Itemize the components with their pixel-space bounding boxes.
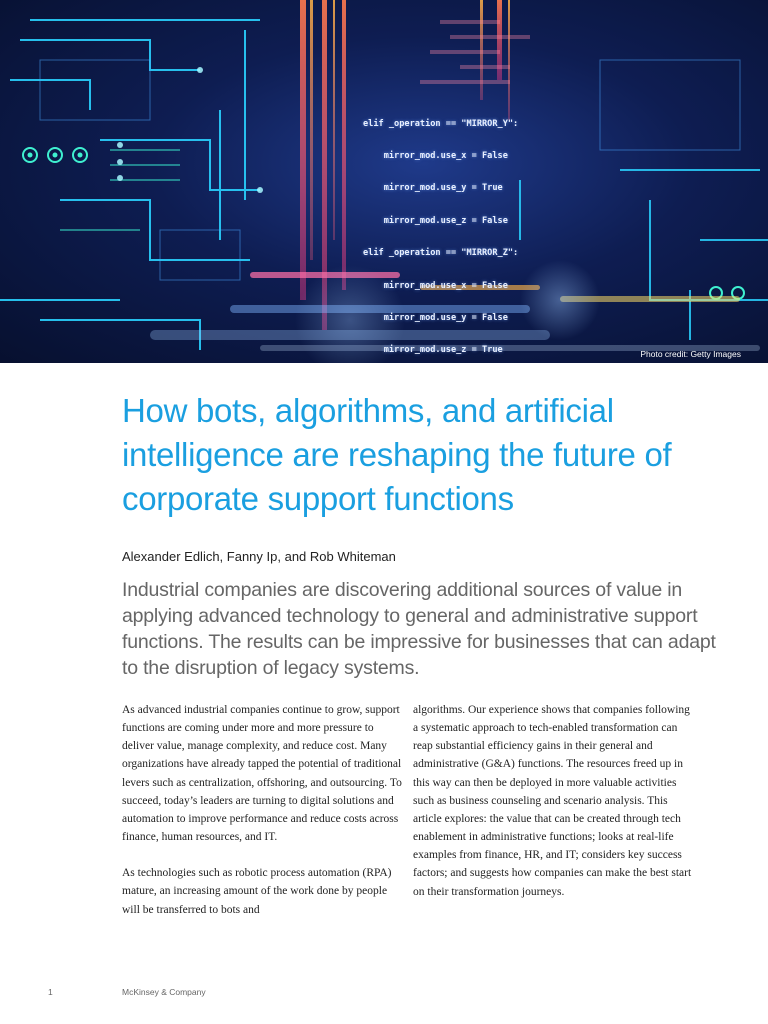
page-number: 1 bbox=[48, 987, 53, 997]
code-line: mirror_mod.use_x = False bbox=[363, 280, 508, 291]
body-column-right bbox=[413, 701, 693, 919]
article-authors: Alexander Edlich, Fanny Ip, and Rob Whiteman bbox=[122, 549, 396, 564]
code-line: elif _operation == "MIRROR_Z": bbox=[363, 248, 519, 259]
article-lead: Industrial companies are discovering additional sources of value in applying advanced technology to general and administrative support functions. The results can be impressive for businesses that can adapt to the disruption of legacy systems. bbox=[122, 579, 716, 679]
code-line: mirror_mod.use_x = False bbox=[363, 150, 508, 161]
hero-image bbox=[0, 0, 768, 363]
code-line: mirror_mod.use_z = True bbox=[363, 345, 503, 356]
code-line: mirror_mod.use_y = True bbox=[363, 183, 503, 194]
body-paragraph: algorithms. Our experience shows that companies following a systematic approach to tech-enabled transformation can reap substantial efficiency gains in their general and administrative (G&A) functions. The resources freed up in this way can then be deployed in more valuable activities such as business counseling and scenario analysis. This article explores: the value that can be created through tech enablement in administrative functions; looks at real-life examples from finance, HR, and IT; considers key success factors; and suggests how companies can make the best start on their transformation journeys. bbox=[413, 704, 692, 898]
code-line: mirror_mod.use_z = False bbox=[363, 215, 508, 226]
code-overlay bbox=[363, 97, 741, 363]
body-paragraph: As technologies such as robotic process automation (RPA) mature, an increasing amount of the work done by people will be transferred to bots and bbox=[122, 867, 392, 916]
body-paragraph: As advanced industrial companies continue to grow, support functions are coming under more and more pressure to deliver value, manage complexity, and reduce cost. Many organizations have already tapped the potential of traditional levers such as centralization, offshoring, and outsourcing. To succeed, today’s leaders are turning to digital solutions and automation to improve performance and reduce costs across finance, human resources, and IT. bbox=[122, 704, 402, 844]
code-line: mirror_mod.use_y = False bbox=[363, 312, 508, 323]
photo-credit: Photo credit: Getty Images bbox=[640, 349, 741, 359]
code-line: elif _operation == "MIRROR_Y": bbox=[363, 118, 519, 129]
body-column-left bbox=[122, 701, 402, 937]
publisher-name: McKinsey & Company bbox=[122, 987, 206, 997]
article-title: How bots, algorithms, and artificial intelligence are reshaping the future of corporate support functions bbox=[122, 392, 672, 517]
